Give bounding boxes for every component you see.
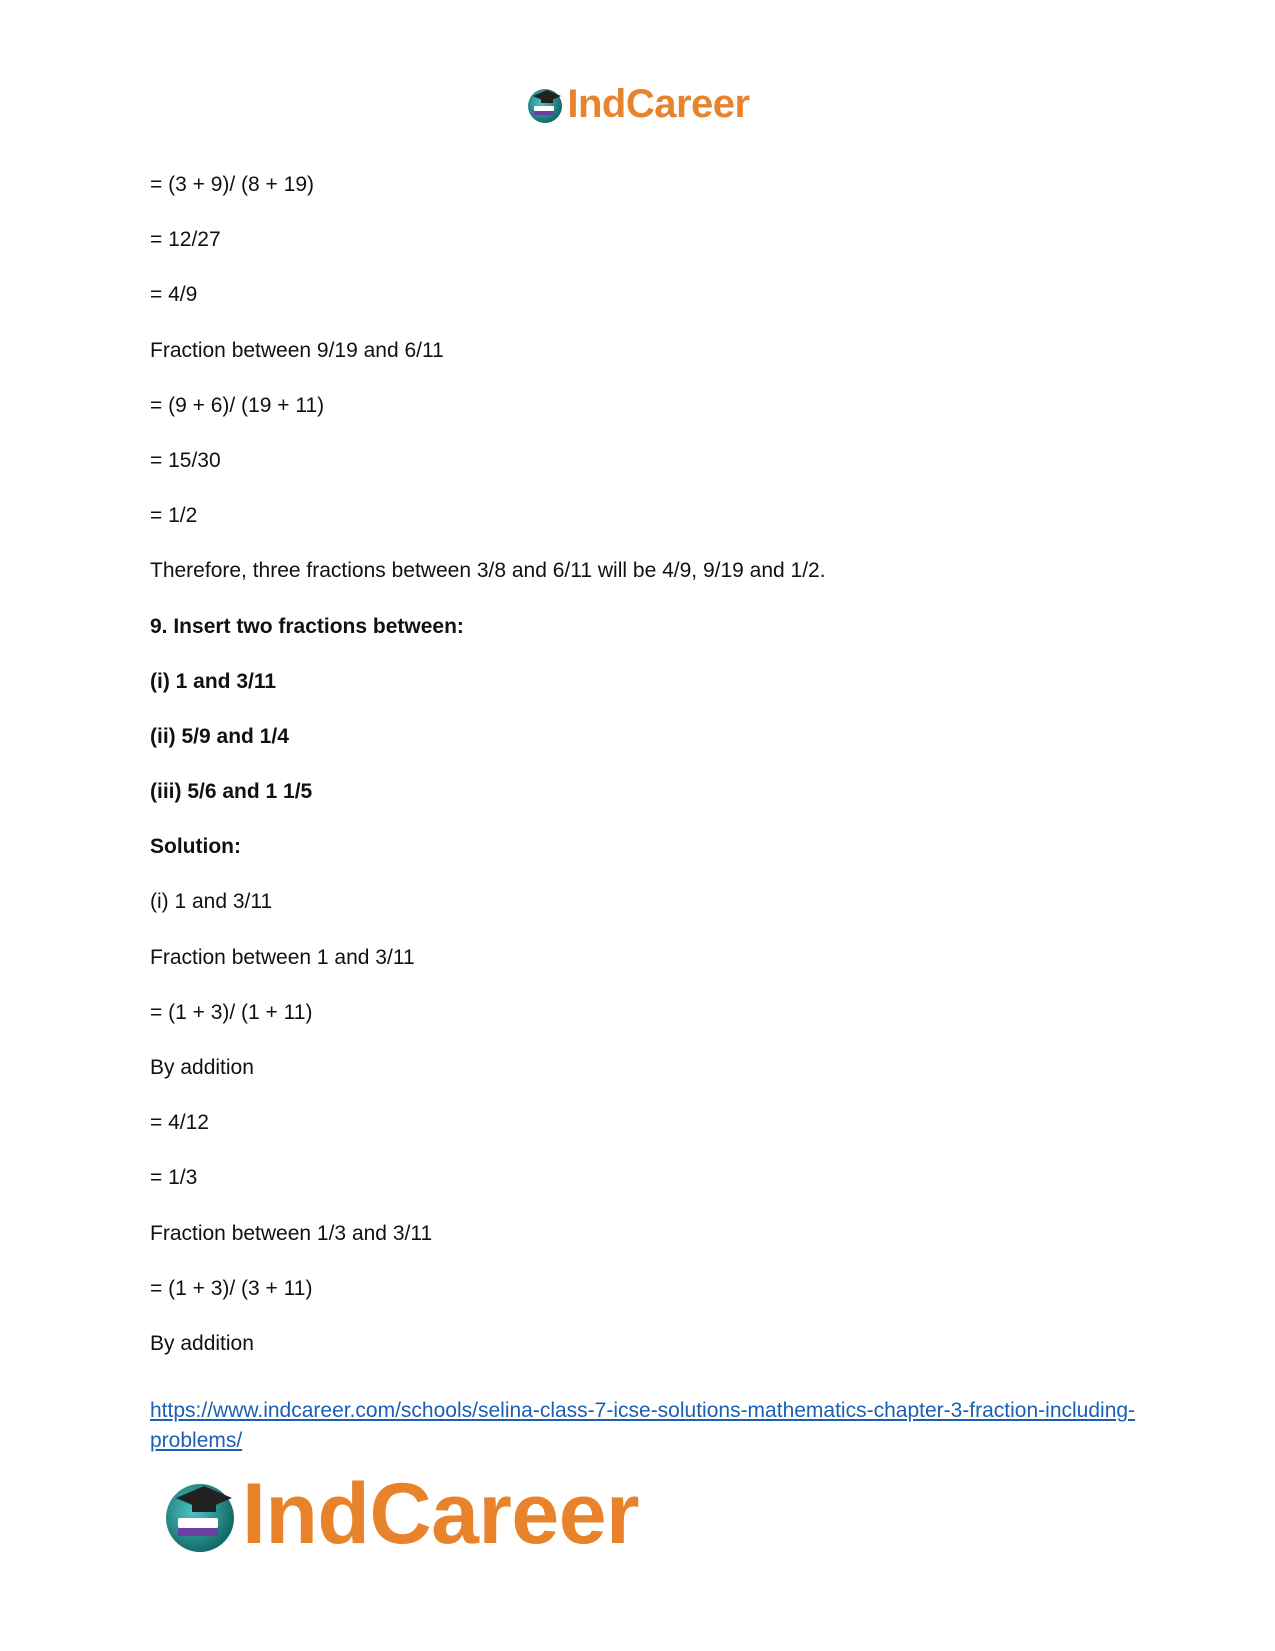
text-line: Fraction between 1/3 and 3/11 (150, 1221, 433, 1245)
globe-graduation-cap-icon (160, 1474, 240, 1554)
text-line: = 1/3 (150, 1166, 198, 1190)
logo-wordmark: IndCareer (567, 82, 750, 126)
text-line: By addition (150, 1331, 254, 1355)
text-line: = 4/12 (150, 1111, 209, 1135)
text-line: = (1 + 3)/ (3 + 11) (150, 1276, 313, 1300)
text-line: (i) 1 and 3/11 (150, 890, 273, 914)
header-logo (0, 82, 1275, 126)
text-line: = (3 + 9)/ (8 + 19) (150, 173, 315, 196)
heading-line: (ii) 5/9 and 1/4 (150, 724, 289, 748)
heading-line: 9. Insert two fractions between: (150, 614, 464, 638)
heading-line: (i) 1 and 3/11 (150, 669, 277, 693)
text-line: Fraction between 1 and 3/11 (150, 945, 415, 969)
text-line: By addition (150, 1056, 254, 1079)
heading-line: (iii) 5/6 and 1 1/5 (150, 780, 313, 804)
document-body (150, 172, 1130, 1386)
heading-line: Solution: (150, 835, 241, 859)
text-line: = 12/27 (150, 228, 221, 252)
text-line: = (9 + 6)/ (19 + 11) (150, 393, 325, 417)
logo-wordmark: IndCareer (242, 1466, 639, 1562)
globe-graduation-cap-icon (525, 84, 565, 124)
text-line: Fraction between 9/19 and 6/11 (150, 338, 444, 362)
text-line: = 15/30 (150, 448, 221, 472)
indcareer-logo-large (160, 1468, 639, 1560)
text-line: = (1 + 3)/ (1 + 11) (150, 1000, 313, 1024)
text-line: = 1/2 (150, 504, 198, 528)
source-link[interactable]: https://www.indcareer.com/schools/selina-class-7-icse-solutions-mathematics-chapter-3-fraction-including-problems/ (150, 1399, 1136, 1452)
text-line: = 4/9 (150, 283, 198, 307)
indcareer-logo (525, 82, 749, 126)
text-line: Therefore, three fractions between 3/8 and 6/11 will be 4/9, 9/19 and 1/2. (150, 559, 826, 583)
footer-logo (160, 1468, 639, 1560)
